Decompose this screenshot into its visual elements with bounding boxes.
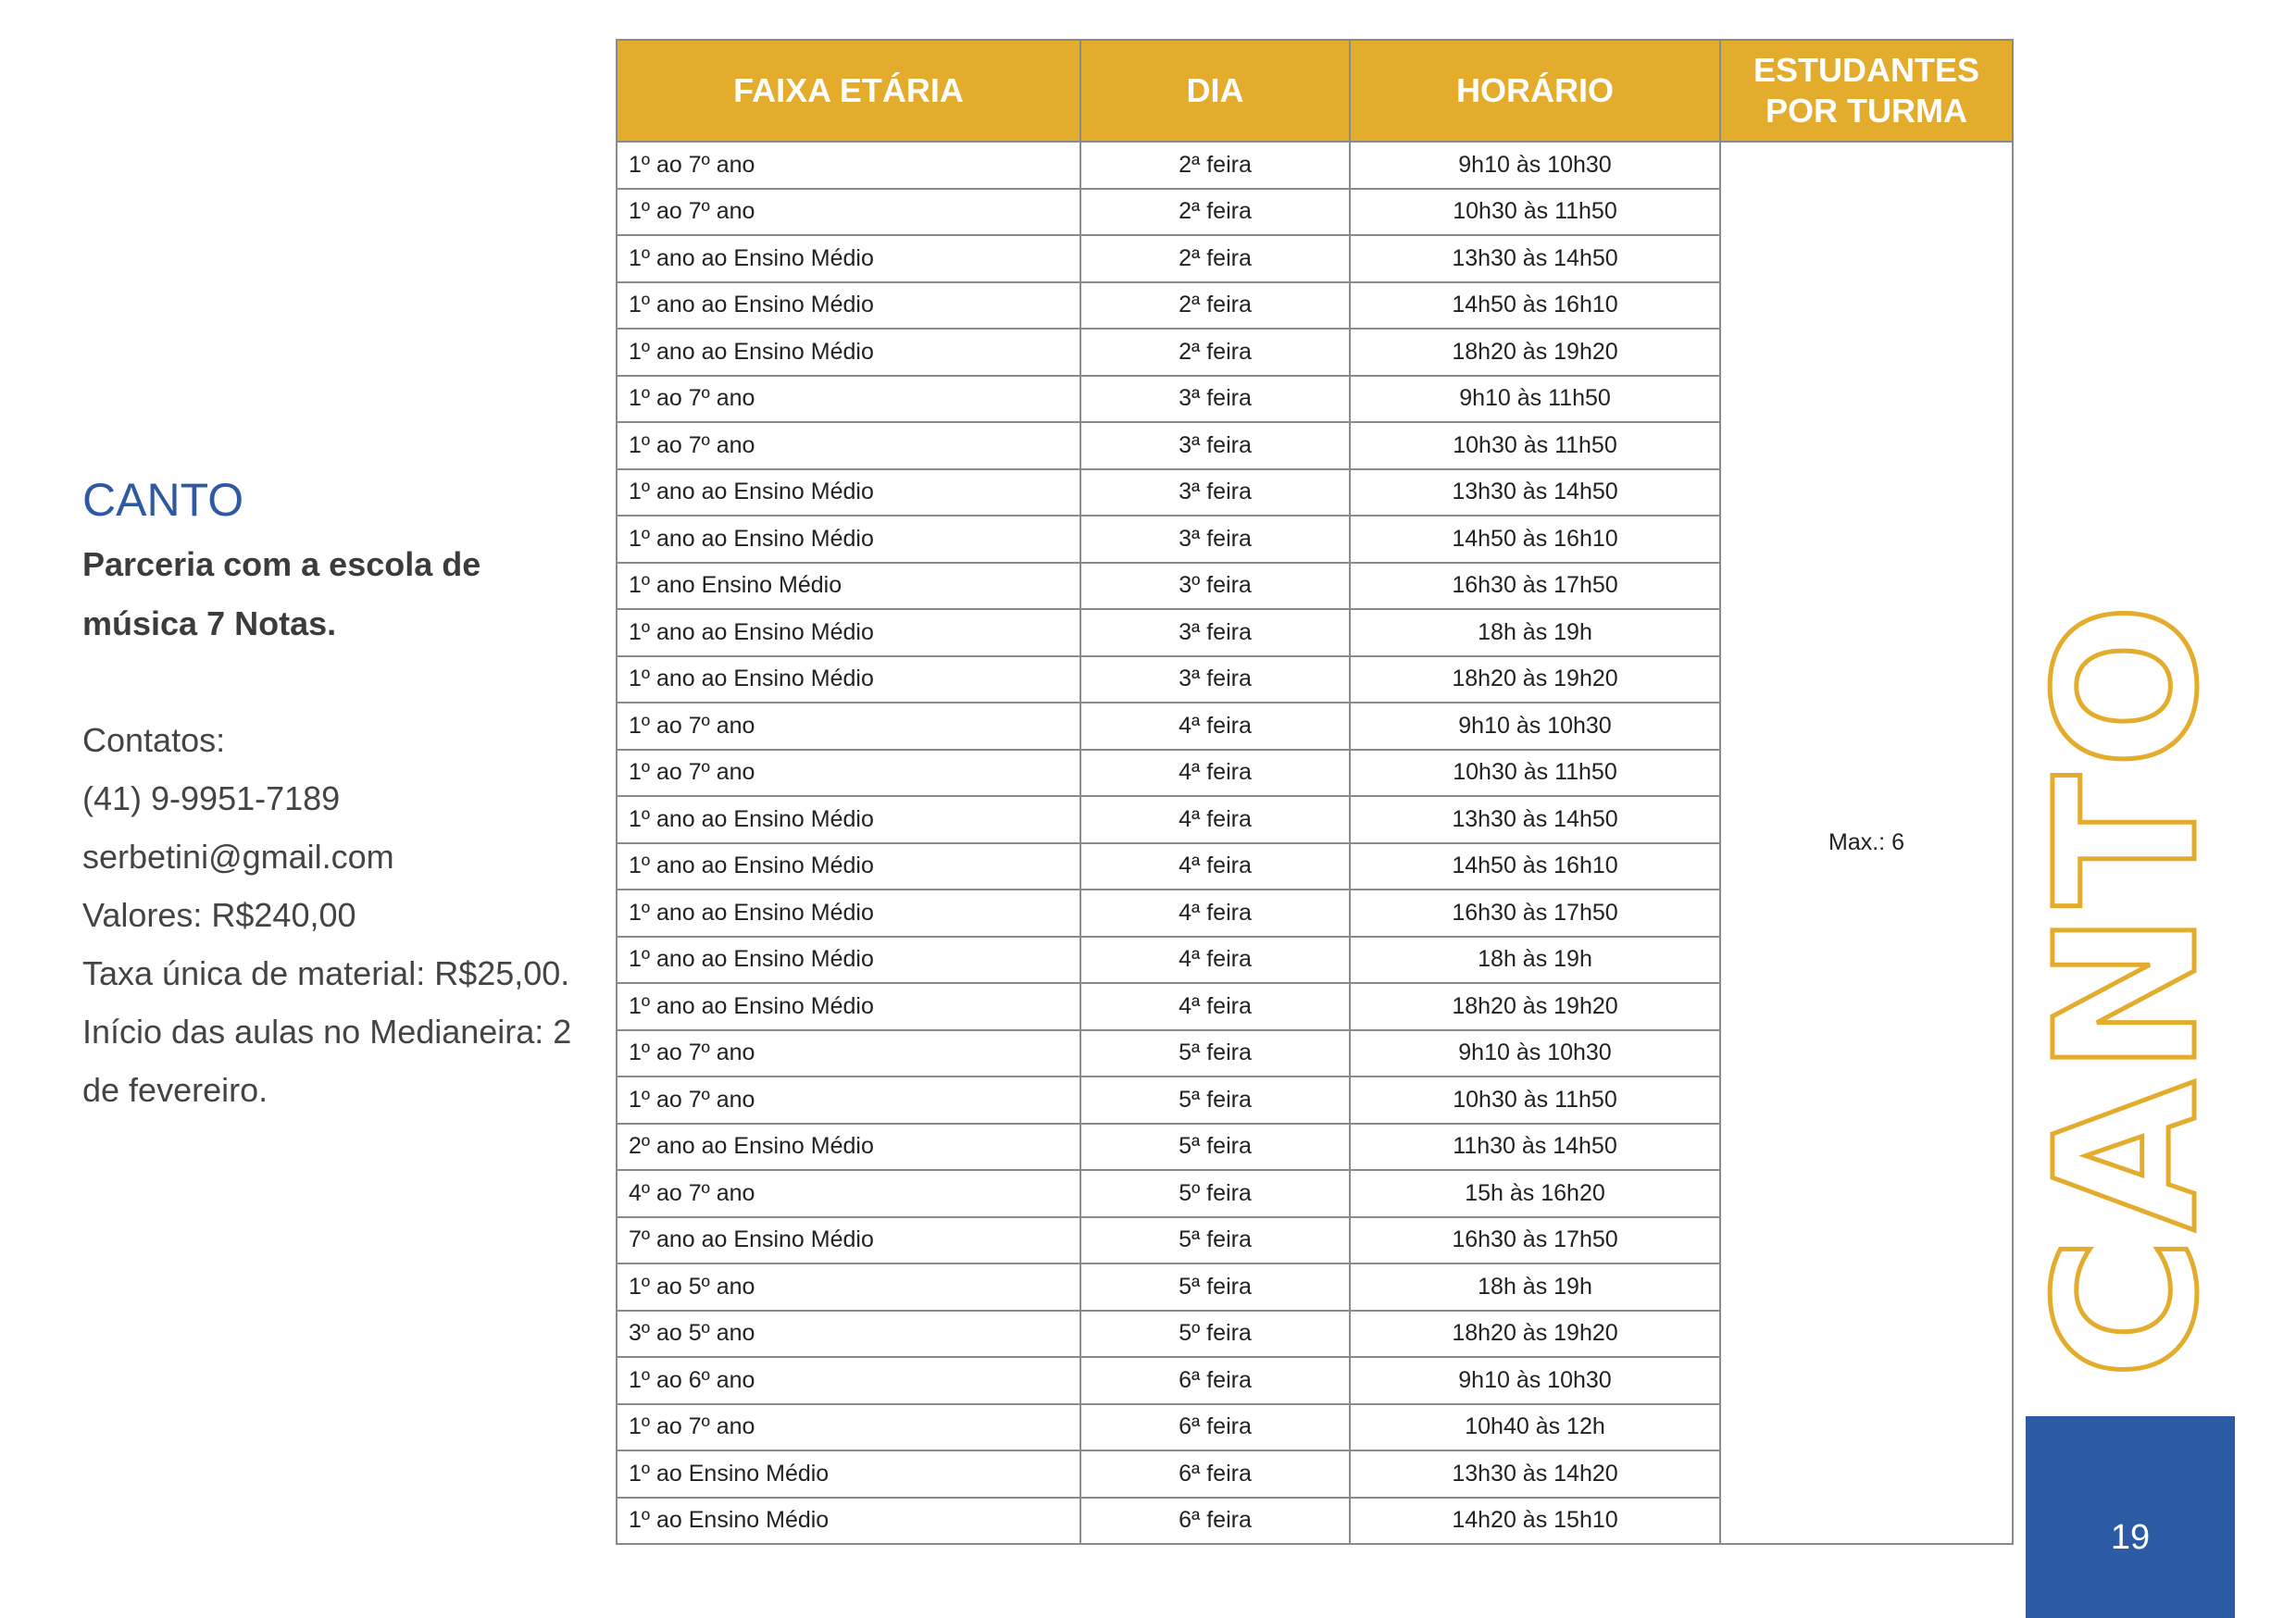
cell-day: 5º feira <box>1080 1311 1350 1358</box>
cell-day: 4ª feira <box>1080 937 1350 984</box>
cell-age-range: 1º ano ao Ensino Médio <box>617 843 1080 890</box>
cell-age-range: 1º ano ao Ensino Médio <box>617 890 1080 937</box>
contact-email: serbetini@gmail.com <box>82 838 394 876</box>
schedule-table <box>616 39 2014 1545</box>
cell-age-range: 1º ano ao Ensino Médio <box>617 516 1080 563</box>
cell-time: 18h às 19h <box>1350 1263 1720 1311</box>
cell-day: 3ª feira <box>1080 422 1350 469</box>
cell-day: 4ª feira <box>1080 796 1350 843</box>
cell-age-range: 1º ao 7º ano <box>617 142 1080 189</box>
cell-age-range: 1º ao 7º ano <box>617 189 1080 236</box>
cell-time: 18h20 às 19h20 <box>1350 983 1720 1030</box>
cell-time: 18h20 às 19h20 <box>1350 1311 1720 1358</box>
cell-time: 14h50 às 16h10 <box>1350 282 1720 330</box>
cell-day: 6ª feira <box>1080 1357 1350 1404</box>
cell-day: 3ª feira <box>1080 376 1350 423</box>
cell-age-range: 1º ao 7º ano <box>617 422 1080 469</box>
cell-age-range: 1º ano ao Ensino Médio <box>617 469 1080 517</box>
cell-day: 5ª feira <box>1080 1263 1350 1311</box>
cell-age-range: 1º ao 7º ano <box>617 1030 1080 1077</box>
cell-time: 16h30 às 17h50 <box>1350 1217 1720 1264</box>
cell-age-range: 1º ao 5º ano <box>617 1263 1080 1311</box>
cell-time: 10h30 às 11h50 <box>1350 750 1720 797</box>
table-header-row <box>617 40 2013 142</box>
header-students-per-class: ESTUDANTES POR TURMA <box>1720 40 2013 142</box>
cell-day: 2ª feira <box>1080 142 1350 189</box>
cell-age-range: 1º ano ao Ensino Médio <box>617 656 1080 703</box>
cell-time: 9h10 às 11h50 <box>1350 376 1720 423</box>
page-number: 19 <box>2110 1518 2151 1557</box>
partner-line-2: música 7 Notas. <box>82 604 337 642</box>
cell-age-range: 1º ao Ensino Médio <box>617 1450 1080 1498</box>
cell-day: 6ª feira <box>1080 1450 1350 1498</box>
cell-age-range: 1º ano Ensino Médio <box>617 563 1080 610</box>
cell-age-range: 1º ano ao Ensino Médio <box>617 983 1080 1030</box>
cell-time: 18h às 19h <box>1350 937 1720 984</box>
cell-age-range: 1º ao 7º ano <box>617 1404 1080 1451</box>
cell-day: 4ª feira <box>1080 750 1350 797</box>
cell-day: 4ª feira <box>1080 983 1350 1030</box>
cell-day: 4ª feira <box>1080 890 1350 937</box>
cell-time: 16h30 às 17h50 <box>1350 563 1720 610</box>
cell-day: 3ª feira <box>1080 656 1350 703</box>
cell-time: 9h10 às 10h30 <box>1350 142 1720 189</box>
cell-time: 10h30 às 11h50 <box>1350 1077 1720 1124</box>
header-day: DIA <box>1080 40 1350 142</box>
cell-age-range: 1º ao 7º ano <box>617 703 1080 750</box>
cell-time: 9h10 às 10h30 <box>1350 1357 1720 1404</box>
cell-time: 9h10 às 10h30 <box>1350 1030 1720 1077</box>
cell-day: 5ª feira <box>1080 1030 1350 1077</box>
schedule-table-wrap <box>616 39 2012 1587</box>
header-time: HORÁRIO <box>1350 40 1720 142</box>
cell-day: 5º feira <box>1080 1170 1350 1217</box>
cell-age-range: 7º ano ao Ensino Médio <box>617 1217 1080 1264</box>
material-fee-text: Taxa única de material: R$25,00. <box>82 954 570 992</box>
cell-time: 10h30 às 11h50 <box>1350 189 1720 236</box>
start-date-line-1: Início das aulas no Medianeira: 2 <box>82 1013 572 1051</box>
cell-time: 13h30 às 14h50 <box>1350 796 1720 843</box>
contact-phone: (41) 9-9951-7189 <box>82 779 341 817</box>
cell-age-range: 1º ao 7º ano <box>617 376 1080 423</box>
cell-age-range: 1º ano ao Ensino Médio <box>617 235 1080 282</box>
cell-age-range: 1º ao 6º ano <box>617 1357 1080 1404</box>
table-body <box>617 142 2013 1544</box>
page-number-box <box>2026 1416 2235 1618</box>
header-age-range: FAIXA ETÁRIA <box>617 40 1080 142</box>
cell-time: 10h30 às 11h50 <box>1350 422 1720 469</box>
cell-age-range: 1º ano ao Ensino Médio <box>617 796 1080 843</box>
info-panel <box>82 472 601 1119</box>
cell-day: 6ª feira <box>1080 1404 1350 1451</box>
cell-time: 13h30 às 14h50 <box>1350 235 1720 282</box>
cell-day: 4ª feira <box>1080 843 1350 890</box>
cell-time: 13h30 às 14h20 <box>1350 1450 1720 1498</box>
cell-age-range: 1º ano ao Ensino Médio <box>617 329 1080 376</box>
cell-time: 18h às 19h <box>1350 609 1720 656</box>
cell-age-range: 1º ano ao Ensino Médio <box>617 282 1080 330</box>
cell-day: 2ª feira <box>1080 235 1350 282</box>
cell-time: 16h30 às 17h50 <box>1350 890 1720 937</box>
cell-day: 3ª feira <box>1080 516 1350 563</box>
cell-time: 14h20 às 15h10 <box>1350 1498 1720 1545</box>
cell-time: 15h às 16h20 <box>1350 1170 1720 1217</box>
contacts-block <box>82 711 601 1119</box>
cell-age-range: 3º ao 5º ano <box>617 1311 1080 1358</box>
cell-age-range: 1º ao 7º ano <box>617 1077 1080 1124</box>
cell-time: 13h30 às 14h50 <box>1350 469 1720 517</box>
vertical-section-title: CANTO <box>2014 597 2240 1379</box>
cell-day: 2ª feira <box>1080 329 1350 376</box>
cell-day: 3º feira <box>1080 563 1350 610</box>
cell-time: 14h50 às 16h10 <box>1350 843 1720 890</box>
cell-day: 6ª feira <box>1080 1498 1350 1545</box>
cell-day: 2ª feira <box>1080 282 1350 330</box>
cell-age-range: 1º ano ao Ensino Médio <box>617 937 1080 984</box>
cell-time: 9h10 às 10h30 <box>1350 703 1720 750</box>
cell-age-range: 1º ano ao Ensino Médio <box>617 609 1080 656</box>
cell-day: 3ª feira <box>1080 469 1350 517</box>
cell-age-range: 1º ao 7º ano <box>617 750 1080 797</box>
partner-line-1: Parceria com a escola de <box>82 545 481 583</box>
cell-max-students: Max.: 6 <box>1720 142 2013 1544</box>
cell-time: 11h30 às 14h50 <box>1350 1124 1720 1171</box>
section-title: CANTO <box>82 474 244 526</box>
cell-day: 4ª feira <box>1080 703 1350 750</box>
table-row <box>617 142 2013 189</box>
cell-age-range: 4º ao 7º ano <box>617 1170 1080 1217</box>
cell-day: 3ª feira <box>1080 609 1350 656</box>
cell-time: 14h50 às 16h10 <box>1350 516 1720 563</box>
cell-time: 18h20 às 19h20 <box>1350 656 1720 703</box>
start-date-line-2: de fevereiro. <box>82 1071 268 1109</box>
cell-day: 5ª feira <box>1080 1217 1350 1264</box>
cell-day: 5ª feira <box>1080 1124 1350 1171</box>
cell-age-range: 2º ano ao Ensino Médio <box>617 1124 1080 1171</box>
contacts-label: Contatos: <box>82 721 226 759</box>
price-text: Valores: R$240,00 <box>82 896 356 934</box>
cell-day: 5ª feira <box>1080 1077 1350 1124</box>
cell-age-range: 1º ao Ensino Médio <box>617 1498 1080 1545</box>
cell-day: 2ª feira <box>1080 189 1350 236</box>
cell-time: 10h40 às 12h <box>1350 1404 1720 1451</box>
cell-time: 18h20 às 19h20 <box>1350 329 1720 376</box>
